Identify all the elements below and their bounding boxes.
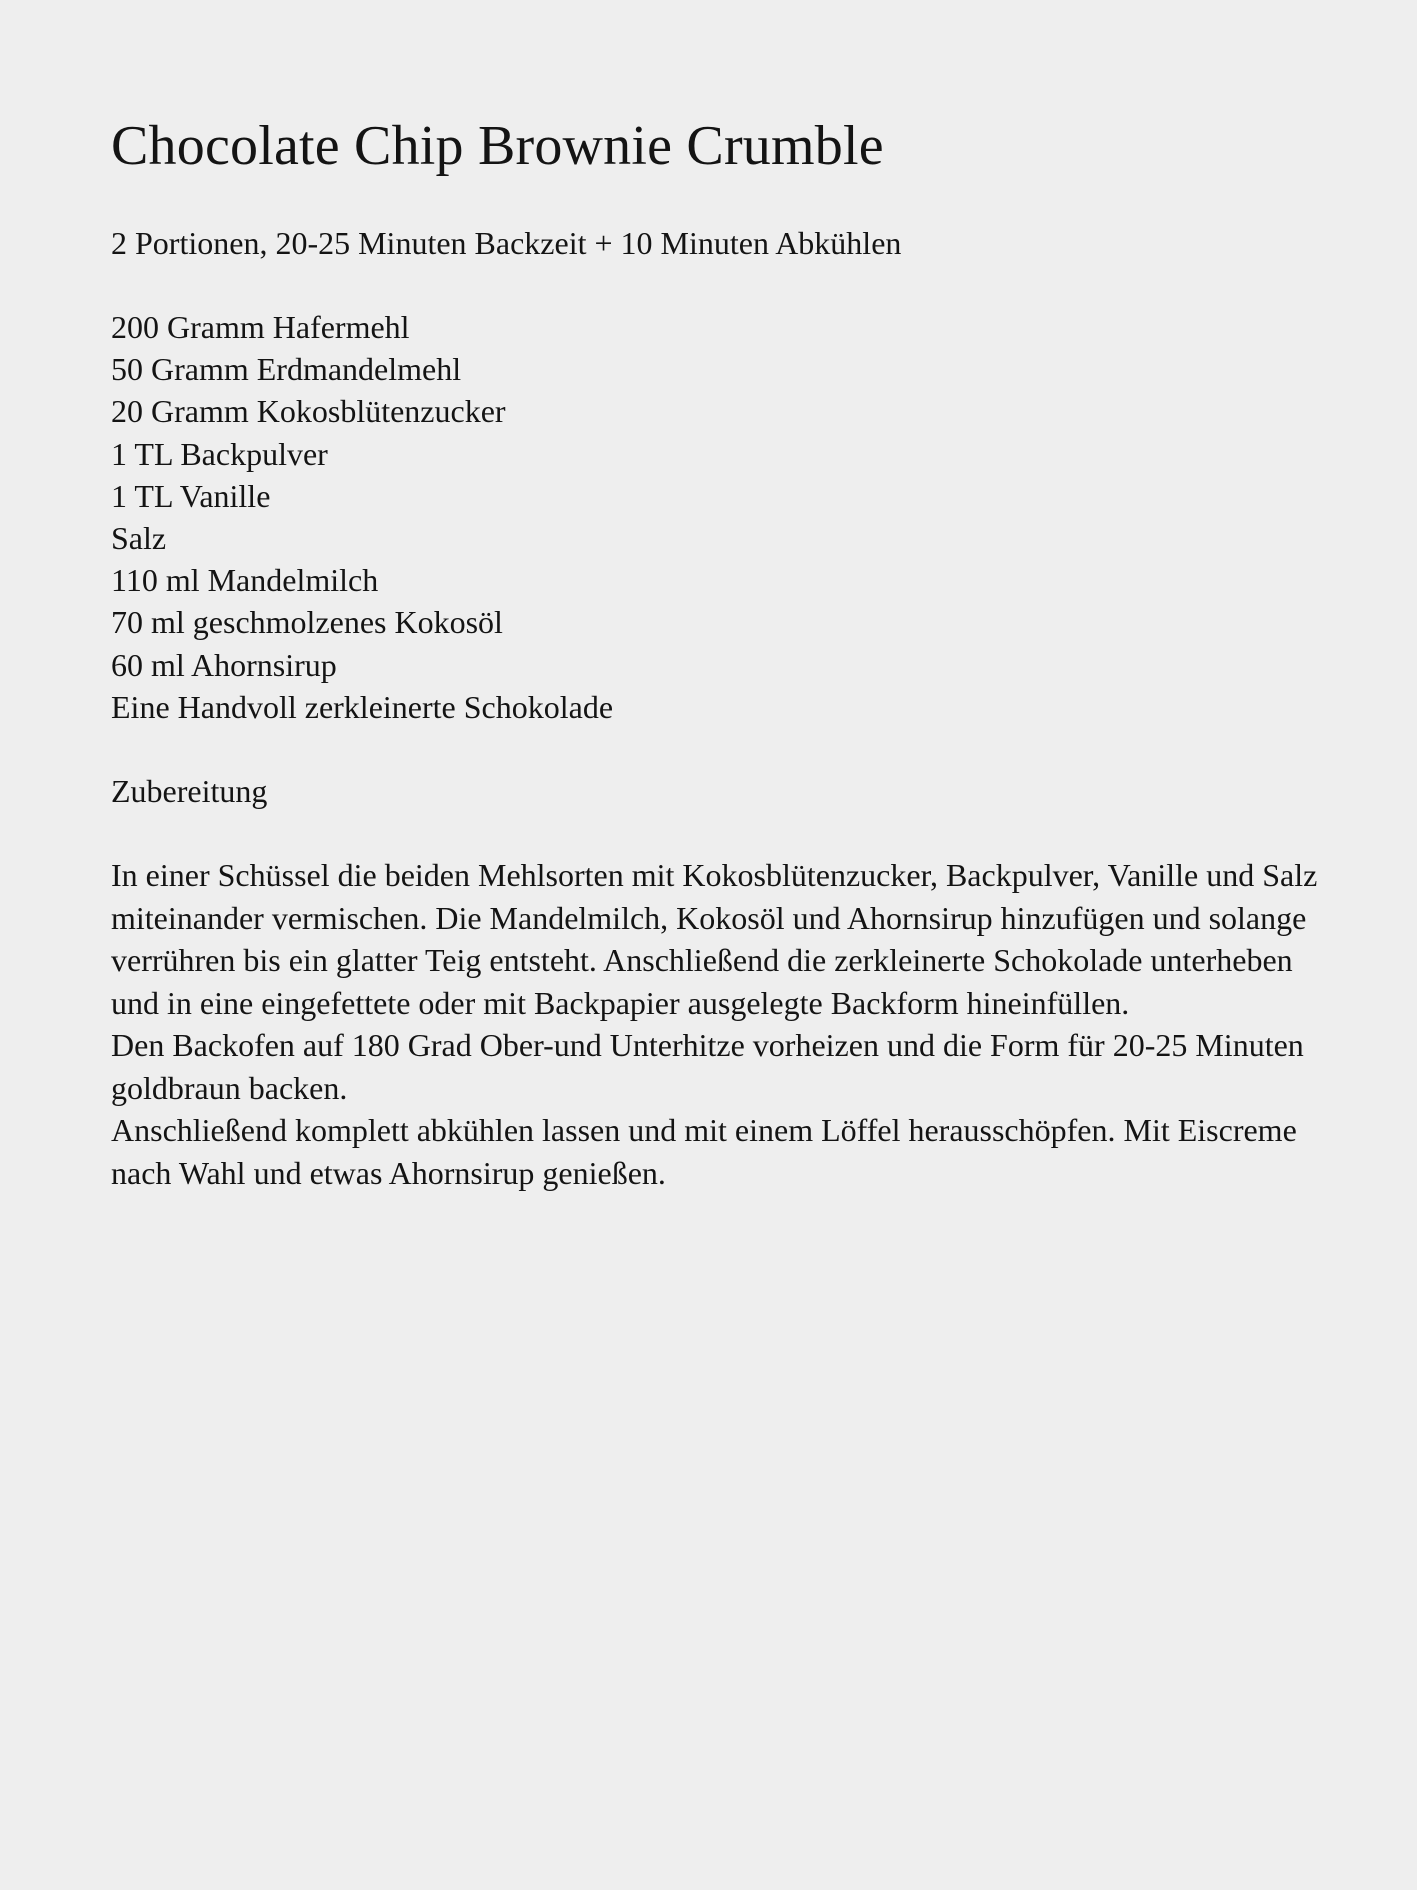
ingredient-item: Eine Handvoll zerkleinerte Schokolade (111, 688, 614, 725)
step-paragraph: Den Backofen auf 180 Grad Ober-und Unterhitze vorheizen und die Form für 20-25 Minuten goldbraun backen. (111, 1027, 1304, 1106)
recipe-title: Chocolate Chip Brownie Crumble (111, 115, 884, 177)
ingredient-item: 70 ml geschmolzenes Kokosöl (111, 604, 503, 641)
step-paragraph: Anschließend komplett abkühlen lassen und mit einem Löffel herausschöpfen. Mit Eiscreme nach Wahl und etwas Ahornsirup genießen. (111, 1112, 1297, 1191)
ingredient-item: 110 ml Mandelmilch (111, 562, 379, 599)
ingredient-item: 60 ml Ahornsirup (111, 646, 337, 683)
step-paragraph: In einer Schüssel die beiden Mehlsorten mit Kokosblütenzucker, Backpulver, Vanille und Salz miteinander vermischen. Die Mandelmilch, Kokosöl und Ahornsirup hinzufügen und solange verrühren bis ein glatter Teig entsteht. Anschließend die zerkleinerte Schokolade unterheben und in eine eingefettete oder mit Backpapier ausgelegte Backform hineinfüllen. (111, 857, 1318, 1021)
ingredient-item: 50 Gramm Erdmandelmehl (111, 351, 462, 388)
ingredient-item: 20 Gramm Kokosblütenzucker (111, 393, 506, 430)
ingredient-item: Salz (111, 520, 167, 557)
recipe-meta: 2 Portionen, 20-25 Minuten Backzeit + 10 Minuten Abkühlen (111, 225, 902, 261)
ingredient-list (111, 306, 1317, 728)
ingredient-item: 1 TL Backpulver (111, 435, 328, 472)
preparation-steps (111, 854, 1321, 1194)
ingredient-item: 1 TL Vanille (111, 477, 271, 514)
preparation-heading: Zubereitung (111, 773, 268, 810)
ingredient-item: 200 Gramm Hafermehl (111, 309, 410, 345)
